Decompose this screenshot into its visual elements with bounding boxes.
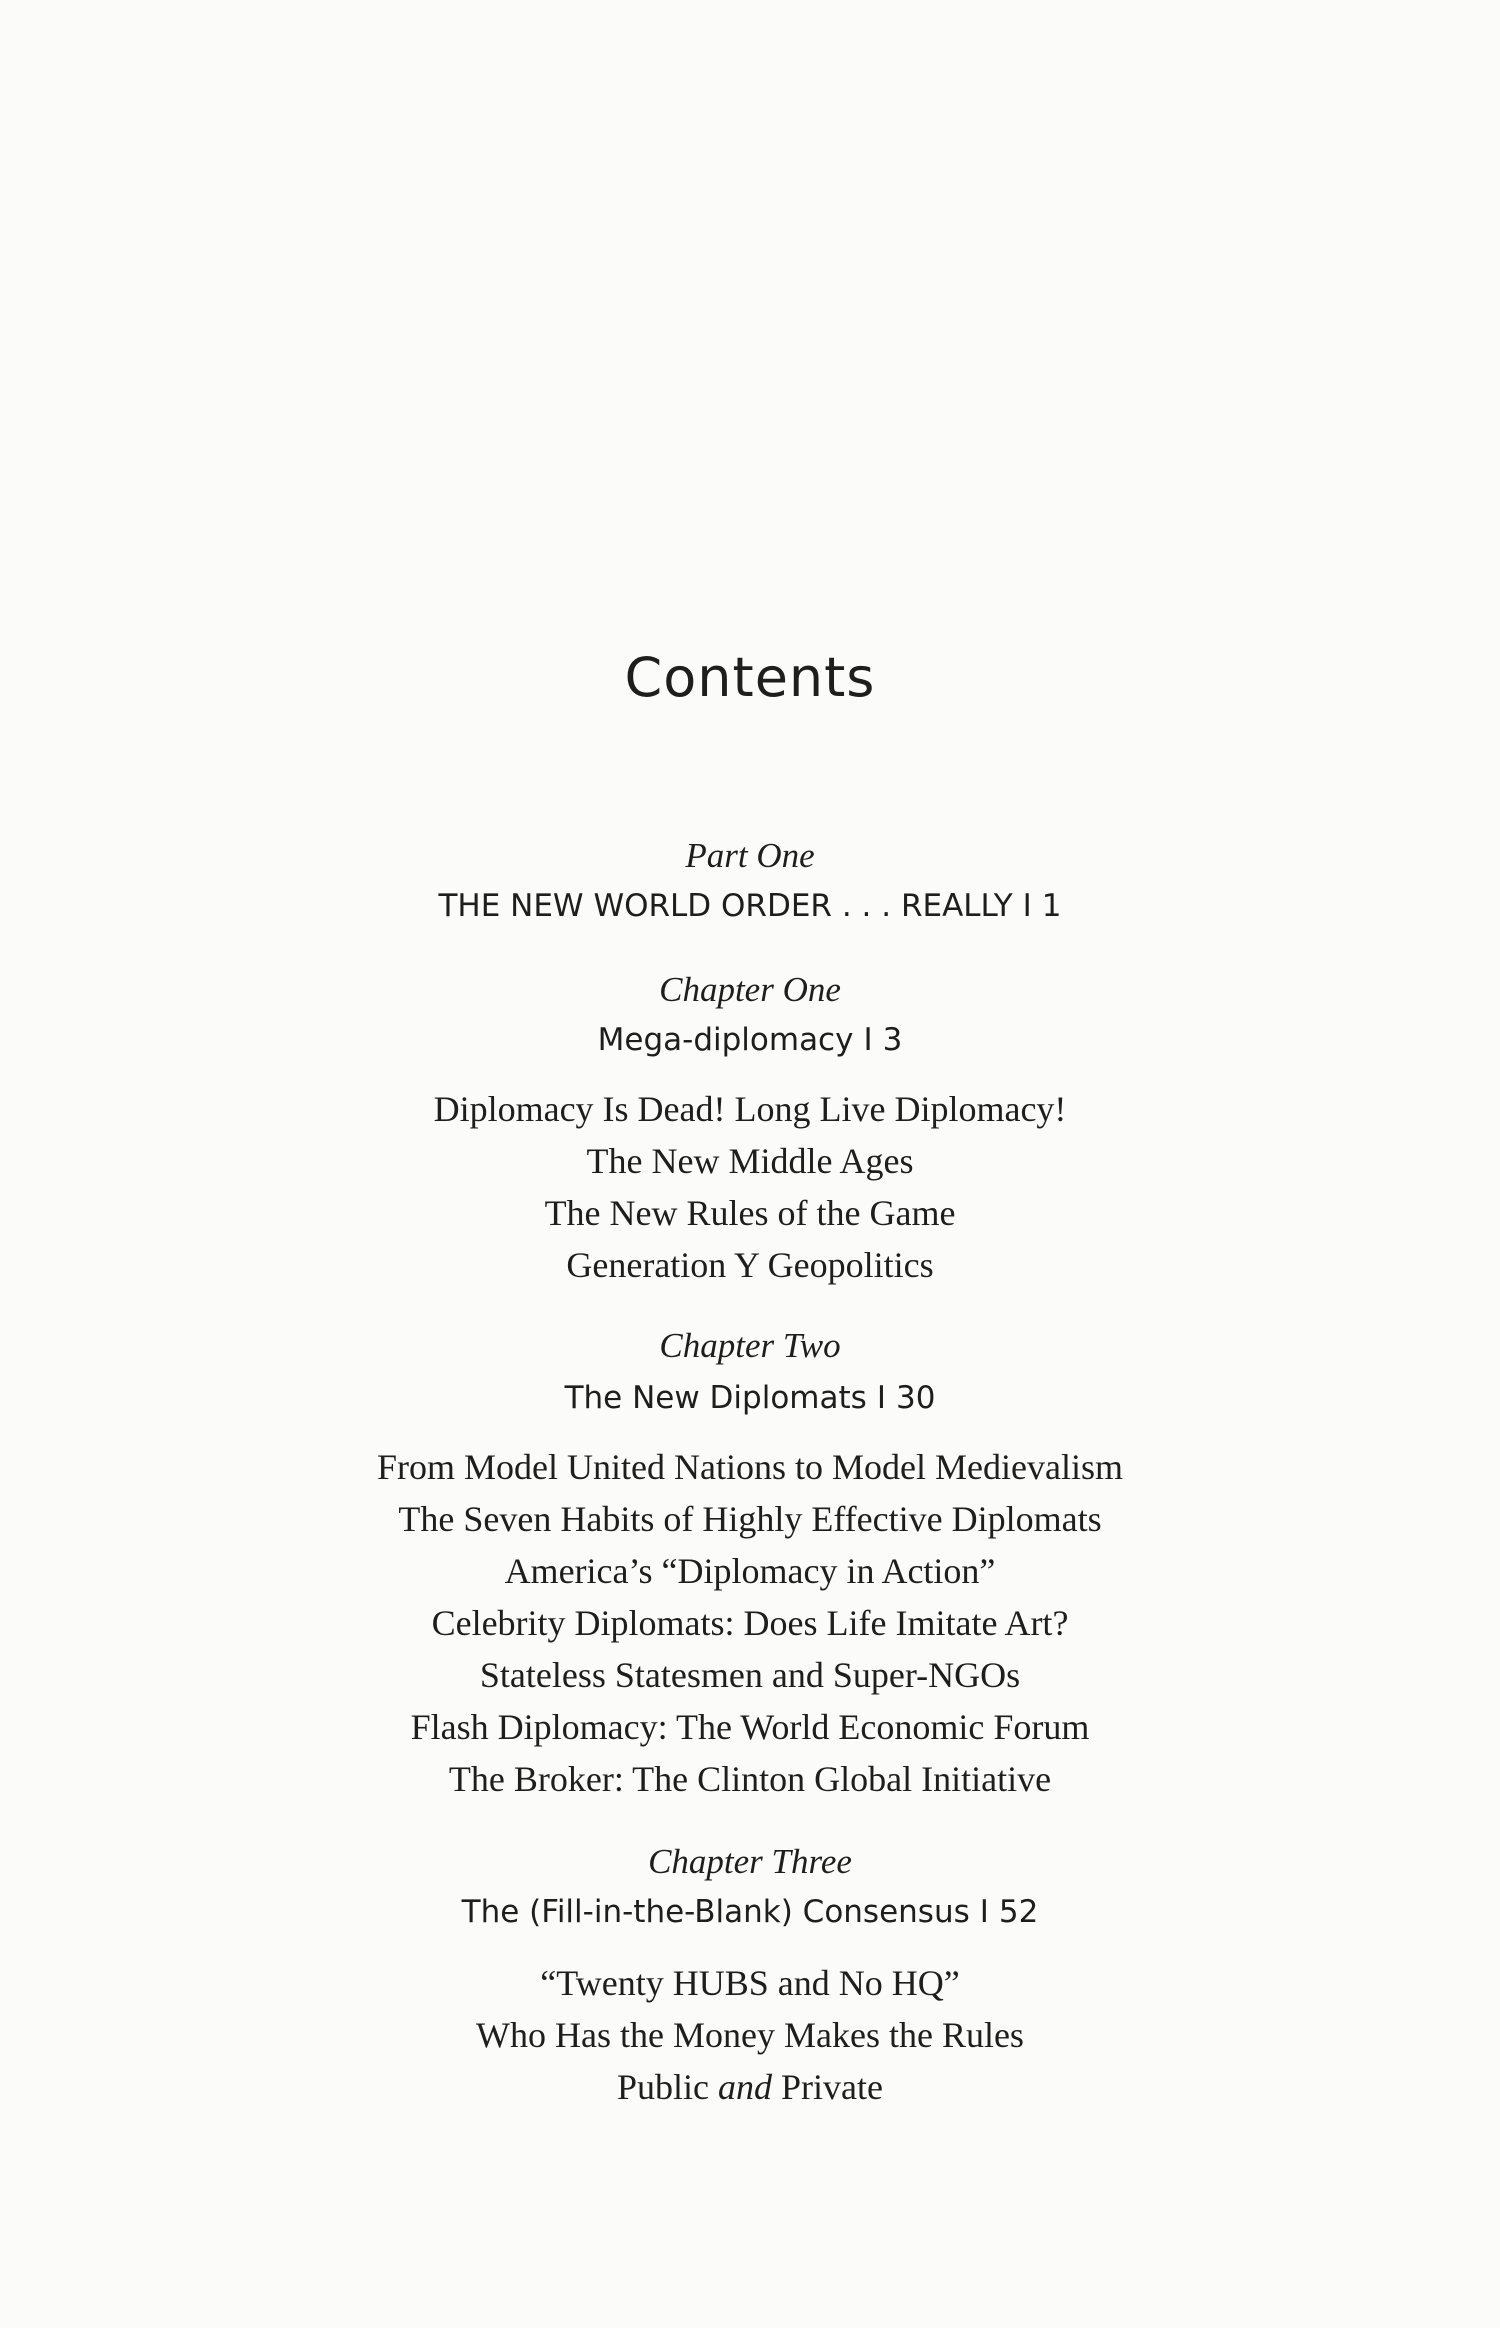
chapter-three-label: Chapter Three xyxy=(648,1842,852,1881)
page-title: Contents xyxy=(624,646,876,709)
chapter-three-heading xyxy=(0,1894,1500,1930)
section-item: The Seven Habits of Highly Effective Diplomats xyxy=(398,1499,1102,1539)
chapter-one-title: Mega-diplomacy xyxy=(597,1022,854,1058)
section-item: Who Has the Money Makes the Rules xyxy=(476,2015,1024,2055)
section-text: Private xyxy=(772,2067,883,2107)
page-separator: I xyxy=(979,1894,989,1930)
page-separator: I xyxy=(1022,888,1032,924)
part-page-number: 1 xyxy=(1041,888,1062,924)
section-item: The Broker: The Clinton Global Initiative xyxy=(448,1759,1052,1799)
section-item: Generation Y Geopolitics xyxy=(566,1245,934,1285)
part-heading-text: THE NEW WORLD ORDER . . . REALLY xyxy=(438,888,1013,924)
chapter-three-title: The (Fill-in-the-Blank) Consensus xyxy=(461,1894,970,1930)
section-item: From Model United Nations to Model Medievalism xyxy=(377,1447,1123,1487)
section-item: America’s “Diplomacy in Action” xyxy=(504,1551,996,1591)
section-emphasis: and xyxy=(718,2067,773,2107)
chapter-two-page-number: 30 xyxy=(895,1380,936,1416)
section-item: The New Rules of the Game xyxy=(544,1193,956,1233)
part-heading xyxy=(0,888,1500,924)
chapter-two-label: Chapter Two xyxy=(659,1326,841,1365)
section-item xyxy=(0,2066,1500,2108)
page-separator: I xyxy=(876,1380,886,1416)
section-item: Stateless Statesmen and Super-NGOs xyxy=(479,1655,1021,1695)
part-label: Part One xyxy=(685,836,815,875)
section-item: Diplomacy Is Dead! Long Live Diplomacy! xyxy=(433,1089,1067,1129)
page-separator: I xyxy=(863,1022,873,1058)
section-item: “Twenty HUBS and No HQ” xyxy=(540,1963,960,2003)
section-item: Celebrity Diplomats: Does Life Imitate Art? xyxy=(431,1603,1069,1643)
chapter-one-label: Chapter One xyxy=(659,970,841,1009)
chapter-one-page-number: 3 xyxy=(882,1022,903,1058)
section-text: Public xyxy=(617,2067,719,2107)
chapter-one-heading xyxy=(0,1022,1500,1058)
section-item: Flash Diplomacy: The World Economic Forum xyxy=(410,1707,1090,1747)
section-item: The New Middle Ages xyxy=(586,1141,914,1181)
chapter-two-title: The New Diplomats xyxy=(564,1380,867,1416)
chapter-two-heading xyxy=(0,1380,1500,1416)
chapter-three-page-number: 52 xyxy=(998,1894,1039,1930)
